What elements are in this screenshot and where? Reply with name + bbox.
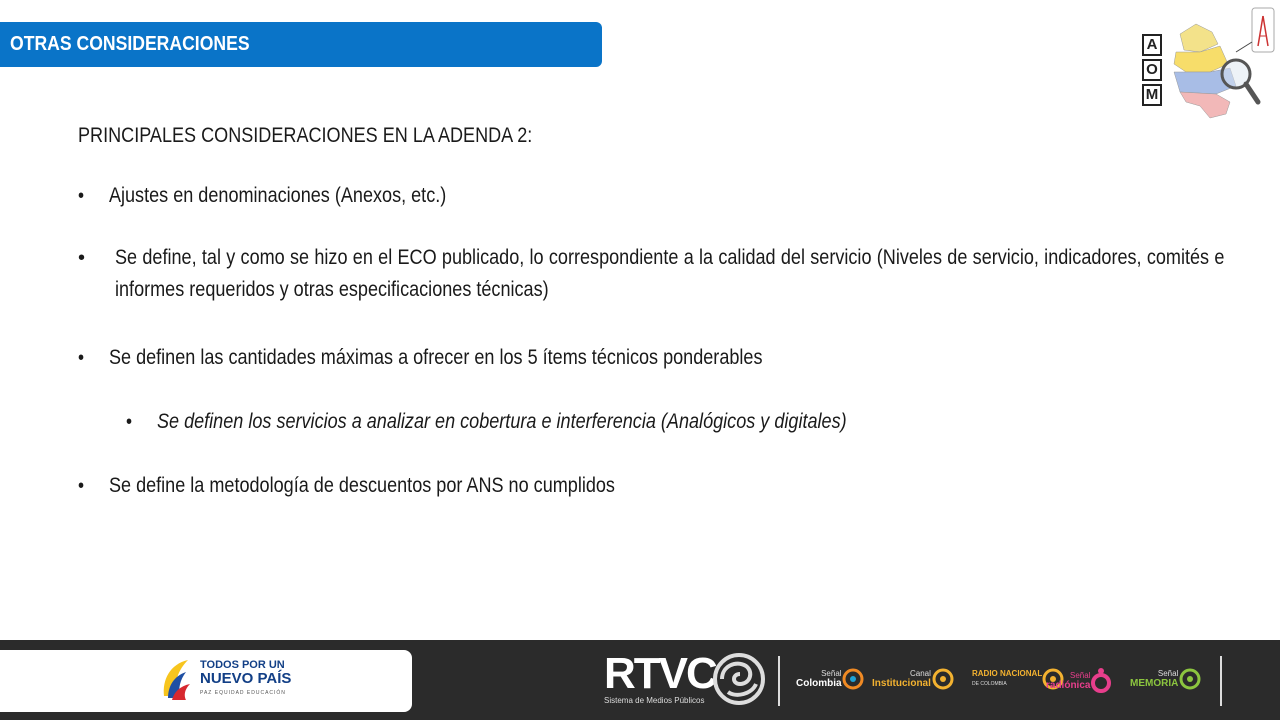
section-title: OTRAS CONSIDERACIONES <box>10 33 250 55</box>
channel-big: Institucional <box>872 678 931 689</box>
gov-line-2: NUEVO PAÍS <box>200 670 292 687</box>
rtvc-swirl-icon <box>712 652 766 706</box>
rtvc-name: RTVC <box>604 649 716 698</box>
aom-logo <box>1140 6 1276 122</box>
channel-swirl-icon <box>1178 668 1202 690</box>
gov-logo-text <box>200 658 291 700</box>
section-header-bar <box>0 22 602 67</box>
gov-line-3: PAZ EQUIDAD EDUCACIÓN <box>200 690 286 696</box>
aom-letters <box>1142 34 1164 109</box>
bullet-dot: • <box>78 347 85 369</box>
content-heading: PRINCIPALES CONSIDERACIONES EN LA ADENDA 2: <box>78 124 533 147</box>
channel-radionica <box>1046 668 1112 694</box>
channel-big: RADIO NACIONAL <box>972 669 1043 678</box>
channel-small: DE COLOMBIA <box>972 681 1007 687</box>
bullet-dot: • <box>126 411 133 433</box>
channel-small: Señal <box>1157 669 1179 678</box>
channel-small: Canal <box>910 669 931 678</box>
bullet-item <box>78 242 114 274</box>
gov-line-1: TODOS POR UN <box>200 659 285 671</box>
footer-gov-panel <box>0 650 412 712</box>
bullet-item <box>78 342 762 374</box>
colombia-flag-icon <box>160 656 194 702</box>
bullet-text: Se definen las cantidades máximas a ofrecer en los 5 ítems técnicos ponderables <box>108 346 763 369</box>
channel-small: Señal <box>821 669 842 678</box>
channel-big: radiónica <box>1046 680 1091 691</box>
bullet-item-multiline <box>115 242 1225 306</box>
footer-divider <box>1220 656 1222 706</box>
bullet-dot: • <box>78 185 85 207</box>
channel-big: Colombia <box>796 678 842 689</box>
bullet-text: Se define, tal y como se hizo en el ECO publicado, lo correspondiente a la calidad del servicio (Niveles de servicio, indicadores, comités e informes requeridos y otras especificaciones técnicas) <box>115 246 1225 301</box>
footer-bar <box>0 640 1280 720</box>
footer-divider <box>778 656 780 706</box>
channel-circle-icon <box>1090 668 1112 694</box>
bullet-dot: • <box>78 475 85 497</box>
channel-swirl-icon <box>842 668 864 690</box>
sub-bullet-item <box>126 406 847 438</box>
rtvc-subtitle: Sistema de Medios Públicos <box>604 696 705 705</box>
bullet-text: Se define la metodología de descuentos por ANS no cumplidos <box>108 474 615 497</box>
channel-big: MEMORIA <box>1130 678 1179 689</box>
bullet-text: Se definen los servicios a analizar en cobertura e interferencia (Analógicos y digitales) <box>156 410 847 433</box>
channel-swirl-icon <box>931 668 955 690</box>
bullet-text: Ajustes en denominaciones (Anexos, etc.) <box>108 184 447 207</box>
aom-letter-o: O <box>1142 59 1162 81</box>
channel-senal-memoria <box>1130 668 1202 690</box>
aom-letter-a: A <box>1142 34 1162 56</box>
gov-logo <box>160 656 291 702</box>
channel-senal-colombia <box>796 668 864 690</box>
channel-small: Señal <box>1070 671 1091 680</box>
rtvc-logo <box>604 649 716 705</box>
bullet-dot: • <box>78 247 86 269</box>
bullet-item <box>78 470 615 502</box>
bullet-item <box>78 180 446 212</box>
aom-letter-m: M <box>1142 84 1162 106</box>
channel-institucional <box>872 668 955 690</box>
